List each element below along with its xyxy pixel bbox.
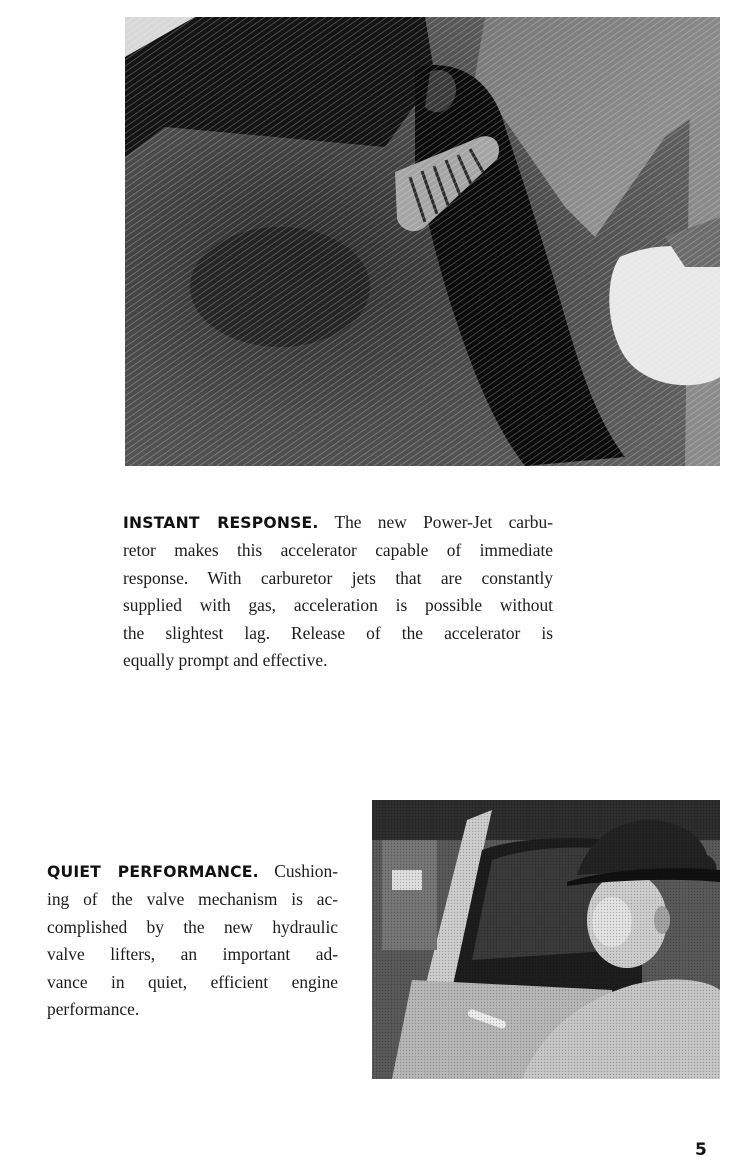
caption-line: equally prompt and effective. bbox=[123, 650, 328, 671]
driver-in-car-photo bbox=[372, 800, 720, 1079]
page-number: 5 bbox=[695, 1140, 707, 1160]
caption-line: complished by the new hydraulic bbox=[47, 916, 338, 937]
instant-response-heading: INSTANT RESPONSE. bbox=[123, 514, 319, 532]
caption-line: response. With carburetor jets that are constantly bbox=[123, 567, 553, 588]
caption-line: The new Power-Jet carbu- bbox=[334, 512, 553, 532]
caption-line: the slightest lag. Release of the accelerator is bbox=[123, 622, 553, 643]
caption-line: Cushion- bbox=[274, 861, 338, 881]
caption-line: retor makes this accelerator capable of immediate bbox=[123, 540, 553, 561]
accelerator-pedal-image bbox=[125, 17, 720, 466]
caption-line: valve lifters, an important ad- bbox=[47, 944, 338, 965]
quiet-performance-caption bbox=[47, 858, 338, 1023]
caption-line: ing of the valve mechanism is ac- bbox=[47, 889, 338, 910]
driver-in-car-image bbox=[372, 800, 720, 1079]
quiet-performance-heading: QUIET PERFORMANCE. bbox=[47, 863, 259, 881]
caption-line: vance in quiet, efficient engine bbox=[47, 971, 338, 992]
accelerator-pedal-photo bbox=[125, 17, 720, 466]
instant-response-caption bbox=[123, 509, 553, 674]
caption-line: supplied with gas, acceleration is possible without bbox=[123, 595, 553, 616]
caption-line: performance. bbox=[47, 999, 140, 1020]
